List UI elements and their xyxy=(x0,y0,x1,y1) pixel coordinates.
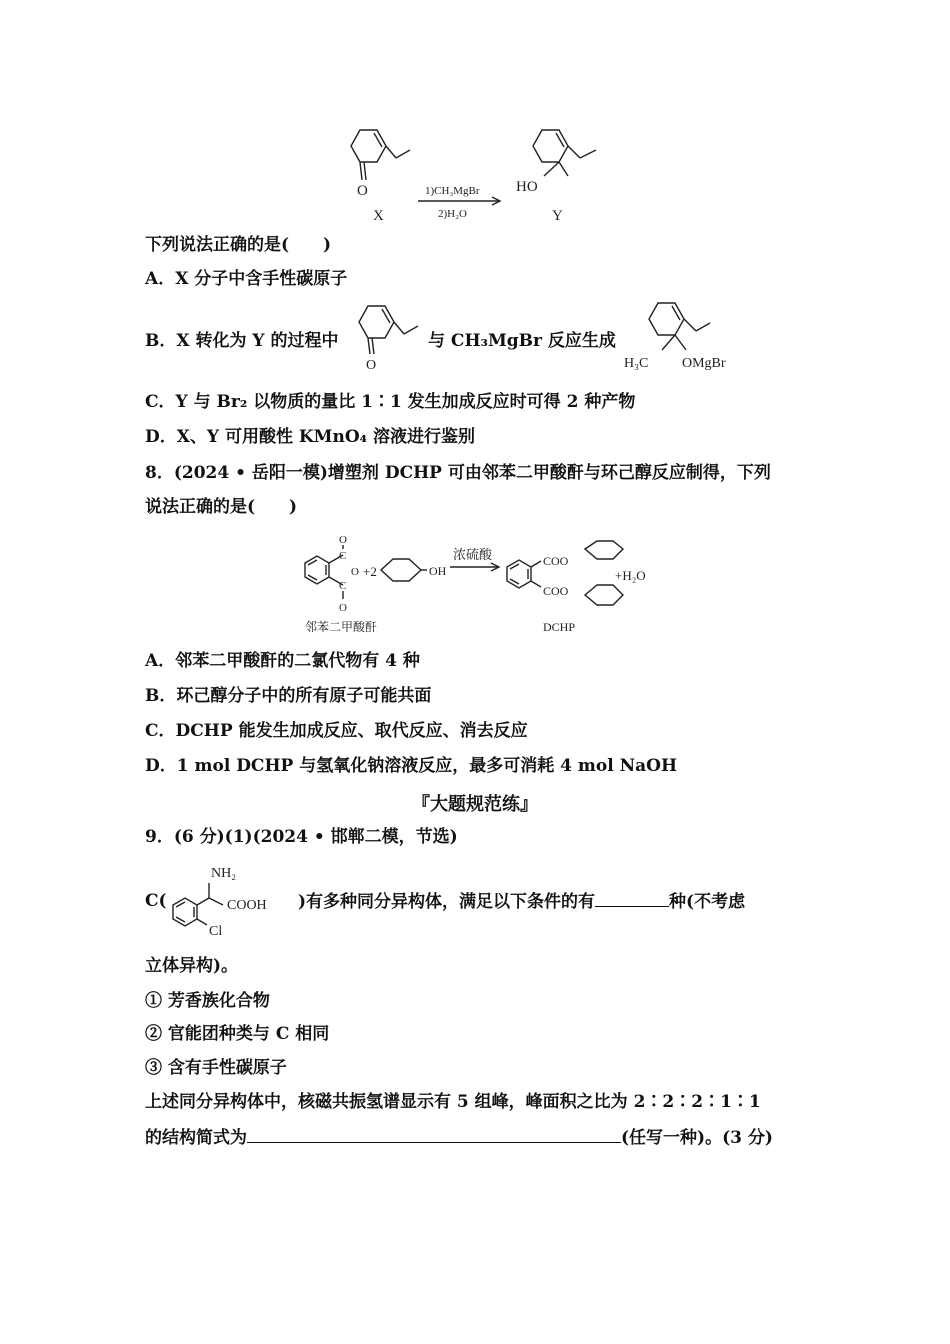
q8-option-c[interactable]: C．DCHP 能发生加成反应、取代反应、消去反应 xyxy=(145,721,528,741)
q9-count-blank[interactable] xyxy=(595,890,669,907)
q9-nmr-line: 上述同分异构体中，核磁共振氢谱显示有 5 组峰，峰面积之比为 2∶2∶2∶1∶1 xyxy=(145,1092,761,1112)
q7-reaction-scheme xyxy=(330,118,630,228)
q9-c-prefix: C( xyxy=(145,891,167,911)
carboxyl-group: COOH xyxy=(227,898,267,913)
oxygen: O xyxy=(366,358,377,373)
ester-1: COO xyxy=(543,554,569,568)
reaction-arrow xyxy=(418,185,500,220)
q9-condition-3: ③ 含有手性碳原子 xyxy=(145,1058,287,1078)
q9-compound-c-structure xyxy=(165,855,300,940)
dchp-structure xyxy=(507,541,646,634)
q9-c-suffix-post: 种(不考虑 xyxy=(669,892,746,912)
c-bottom-o: O xyxy=(339,602,347,614)
q8-option-a[interactable]: A．邻苯二甲酸酐的二氯代物有 4 种 xyxy=(145,651,420,671)
q9-c-suffix-pre: )有多种同分异构体，满足以下条件的有 xyxy=(298,892,596,912)
phthalic-anhydride xyxy=(305,534,377,634)
coefficient: +2 xyxy=(363,564,377,579)
q9-condition-1: ① 芳香族化合物 xyxy=(145,991,270,1011)
cyclohexanol xyxy=(381,559,447,581)
q9-structure-blank[interactable] xyxy=(247,1126,621,1143)
q8-stem-line1: 8．(2024 • 岳阳一模)增塑剂 DCHP 可由邻苯二甲酸酐与环己醇反应制得，下列 xyxy=(145,463,771,483)
c-top: C xyxy=(339,550,347,562)
amino-group: NH₂ xyxy=(211,866,237,881)
q8-stem-line2: 说法正确的是( ) xyxy=(145,497,298,517)
reagent-conc-sulfuric-acid: 浓硫酸 xyxy=(453,547,493,562)
hydroxyl: OH xyxy=(429,564,447,578)
label-dchp: DCHP xyxy=(543,620,576,634)
q9-condition-2: ② 官能团种类与 C 相同 xyxy=(145,1024,330,1044)
q8-option-b[interactable]: B．环己醇分子中的所有原子可能共面 xyxy=(145,686,432,706)
q7-option-b-text-1[interactable]: B．X 转化为 Y 的过程中 xyxy=(145,331,339,351)
q7-option-b-structure-product xyxy=(620,295,760,377)
q8-arrow xyxy=(450,547,499,571)
q9-answer-suffix: (任写一种)。(3 分) xyxy=(621,1128,773,1148)
structure-y xyxy=(516,130,596,224)
q7-option-c[interactable]: C．Y 与 Br₂ 以物质的量比 1∶1 发生加成反应时可得 2 种产物 xyxy=(145,392,636,412)
ester-2: COO xyxy=(543,584,569,598)
q8-option-d[interactable]: D．1 mol DCHP 与氢氧化钠溶液反应，最多可消耗 4 mol NaOH xyxy=(145,756,678,776)
label-phthalic-anhydride: 邻苯二甲酸酐 xyxy=(305,620,378,634)
q9-header: 9．(6 分)(1)(2024 • 邯郸二模，节选) xyxy=(145,827,458,847)
section-title: 『大题规范练』 xyxy=(412,794,538,815)
chloro-group: Cl xyxy=(209,924,223,939)
y-hydroxyl: HO xyxy=(516,179,538,195)
q7-option-d[interactable]: D．X、Y 可用酸性 KMnO₄ 溶液进行鉴别 xyxy=(145,427,476,447)
q8-reaction-scheme xyxy=(295,525,665,640)
label-x: X xyxy=(373,208,384,224)
reagent-2: 2)H₂O xyxy=(438,208,467,220)
water: +H₂O xyxy=(615,568,646,583)
c-bottom: C xyxy=(339,580,347,592)
q9-line2: 立体异构)。 xyxy=(145,956,239,976)
q9-answer-prefix: 的结构简式为 xyxy=(145,1128,247,1148)
q7-option-a[interactable]: A．X 分子中含手性碳原子 xyxy=(145,269,348,289)
label-y: Y xyxy=(552,208,563,224)
ring-o: O xyxy=(351,566,359,578)
q9-answer-line xyxy=(145,1126,773,1149)
q7-stem: 下列说法正确的是( ) xyxy=(145,235,332,255)
structure-x xyxy=(351,130,410,224)
q7-option-b-structure-x xyxy=(350,300,430,372)
omgbr-group: OMgBr xyxy=(682,356,726,371)
q9-c-text xyxy=(298,890,745,913)
reagent-1: 1)CH₃MgBr xyxy=(425,185,480,197)
h3c-group: H₃C xyxy=(624,356,649,371)
q7-option-b-text-2: 与 CH₃MgBr 反应生成 xyxy=(428,331,616,351)
x-oxygen: O xyxy=(357,183,368,199)
c-top-o: O xyxy=(339,534,347,546)
